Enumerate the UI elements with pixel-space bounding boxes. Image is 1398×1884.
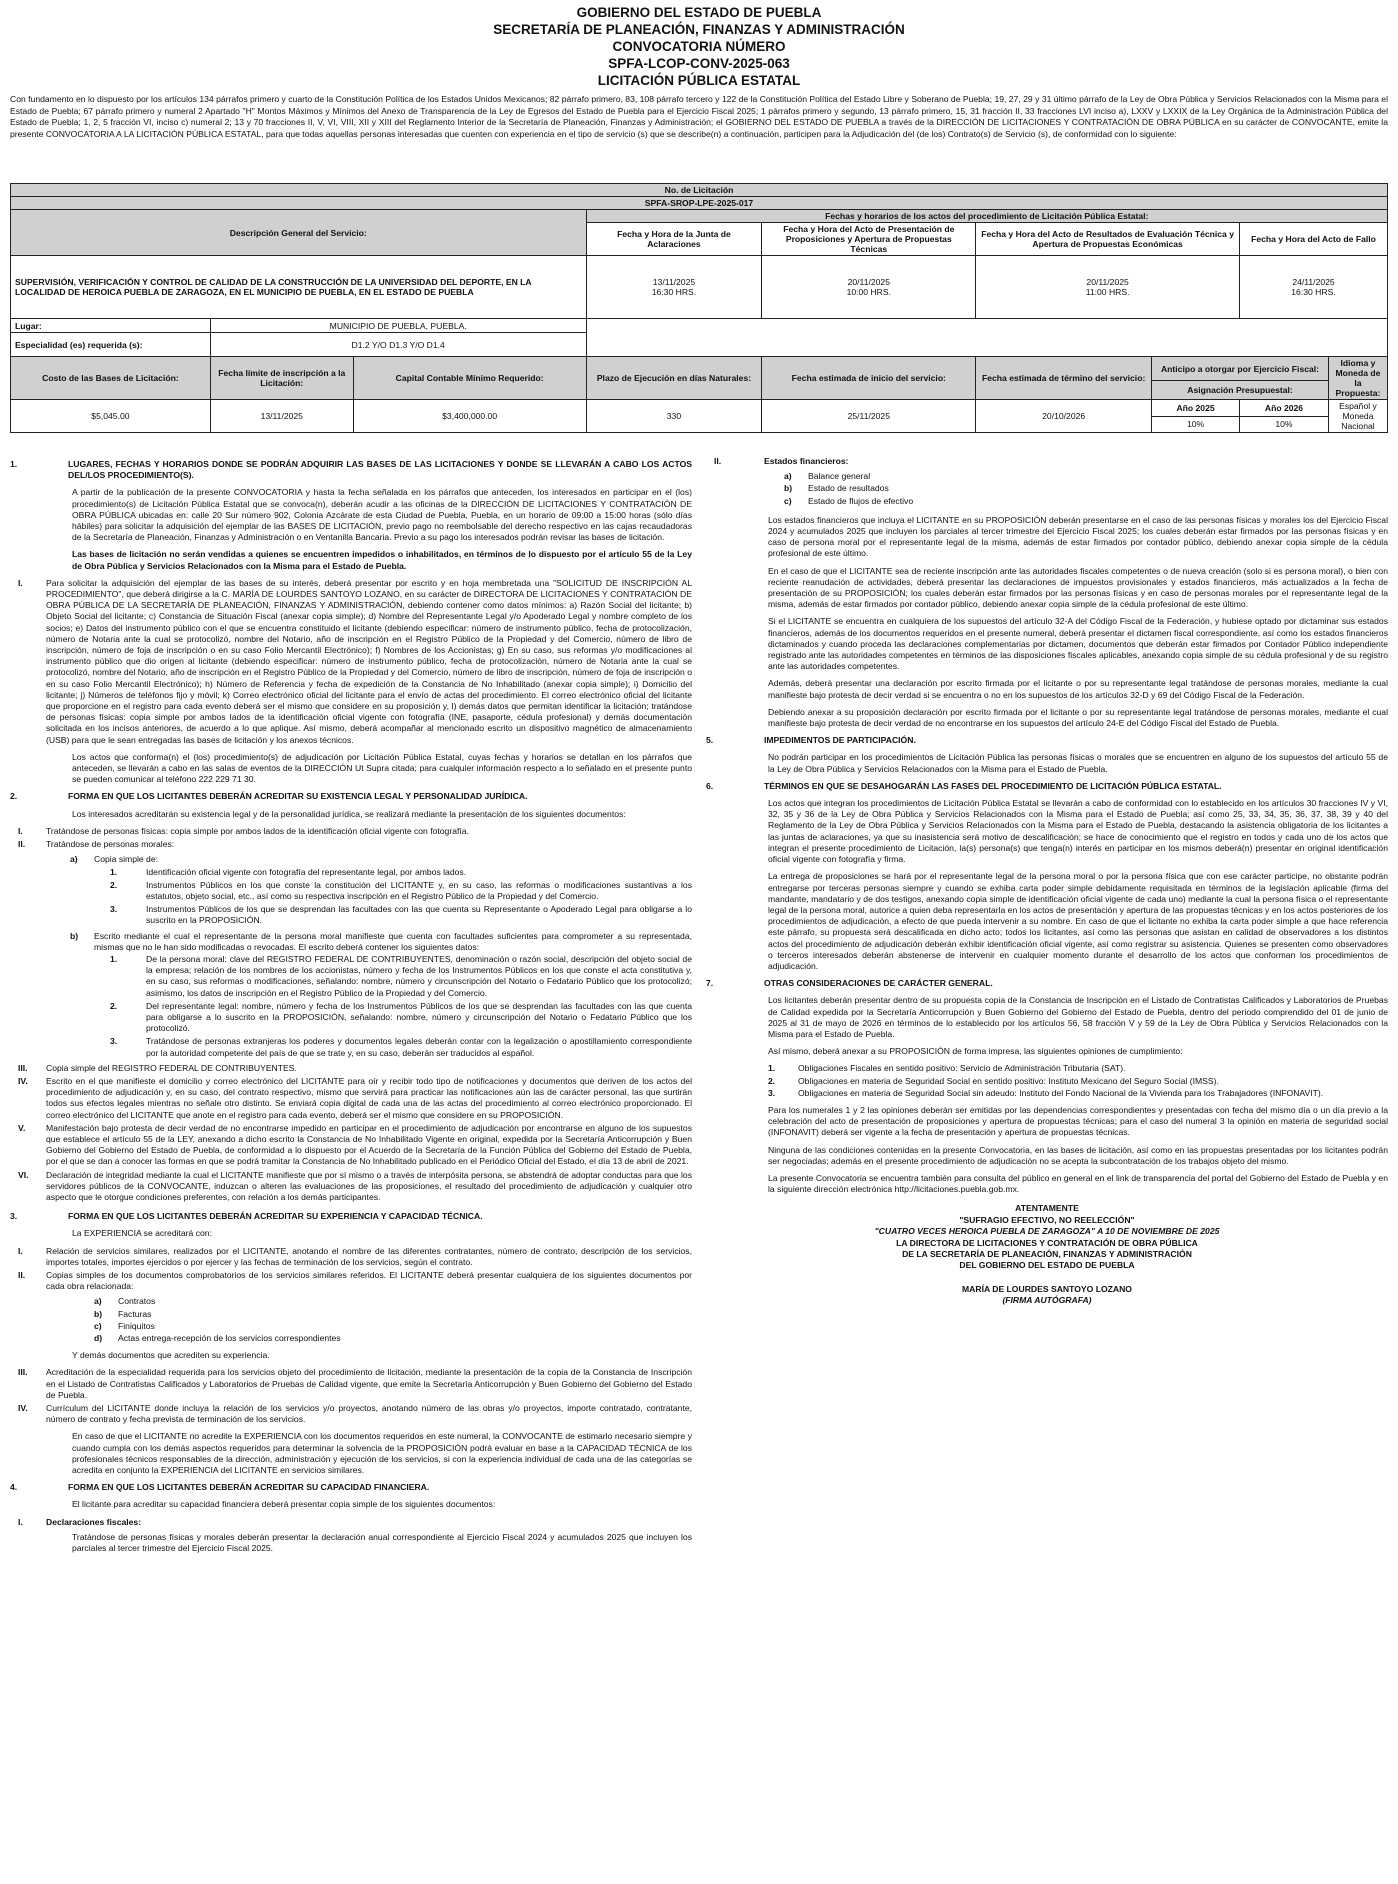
list-item: II. Copias simples de los documentos comprobatorios de los servicios similares referidos. El LICITANTE deberá presentar cualquiera de los siguientes documentos por cada obra relacionada:	[18, 1270, 692, 1292]
descripcion-servicio: SUPERVISIÓN, VERIFICACIÓN Y CONTROL DE CALIDAD DE LA CONSTRUCCIÓN DE LA UNIVERSIDAD DEL DEPORTE, EN LA LOCALIDAD DE HEROICA PUEBLA DE ZARAGOZA, EN EL MUNICIPIO DE PUEBLA, EN EL ESTADO DE PUEBLA	[11, 256, 587, 319]
document-header	[0, 4, 1398, 89]
anticipo-label: Anticipo a otorgar por Ejercicio Fiscal:	[1152, 357, 1329, 381]
lugar-label: Lugar:	[11, 319, 211, 333]
asignacion-label: Asignación Presupuestal:	[1152, 381, 1329, 400]
resultados-fecha: 20/11/2025 11:00 HRS.	[976, 256, 1240, 319]
paragraph: Ninguna de las condiciones contenidas en la presente Convocatoria, en las bases de licitación, así como en las propuestas presentadas por los licitantes podrán ser negociadas; además en el presente procedimiento de adjudicación no se acepta la subcontratación de los trabajos objeto del mismo.	[768, 1144, 1388, 1166]
header-line: GOBIERNO DEL ESTADO DE PUEBLA	[576, 5, 822, 20]
paragraph: A partir de la publicación de la presente CONVOCATORIA y hasta la fecha señalada en los párrafos que anteceden, los interesados en participar en el (los) procedimiento(s) de Licitación Pública Estatal que se convoca(n), deberán acudir a las oficinas de la DIRECCIÓN DE LICITACIONES Y CONTRATACIÓN DE OBRA PÚBLICA ubicadas en: calle 20 Sur número 902, Colonia Azcárate de esta Ciudad de Puebla, Puebla, en un horario de 09:00 a 15:00 horas (sólo días hábiles) para solicitar la adquisición del ejemplar de las BASES DE LICITACIÓN, previo pago no reembolsable del derecho respectivo en las cajas recaudadoras de la Secretaría de Planeación, Finanzas y Administración o en Ventanilla Bancaria. Previo a su pago los interesados podrán revisar las bases de licitación.	[72, 487, 692, 543]
signature-line: ATENTAMENTE	[1015, 1203, 1079, 1214]
costo-value: $5,045.00	[11, 400, 211, 433]
paragraph: Para los numerales 1 y 2 las opiniones deberán ser emitidas por las dependencias correspondientes y presentadas con fecha del mismo día o un día previo a la celebración del acto de presentación de proposiciones y apertura de propuestas técnicas; para el caso del numeral 3 la opinión en materia de seguridad social (INFONAVIT) deberá ser vigente a la fecha de presentación y apertura de propuestas técnicas.	[768, 1104, 1388, 1138]
limite-label: Fecha límite de inscripción a la Licitación:	[210, 357, 353, 400]
list-item: I. Declaraciones fiscales:	[18, 1516, 142, 1527]
list-item: I. Para solicitar la adquisición del ejemplar de las bases de su interés, deberá presentar por escrito y en hoja membretada una "SOLICITUD DE INSCRIPCIÓN AL PROCEDIMIENTO", que deberá dirigirse a la C. MARÍA DE LOURDES SANTOYO LOZANO, en su carácter de DIRECTORA DE LICITACIONES Y CONTRATACIÓN DE OBRA PÚBLICA DE LA SECRETARÍA DE PLANEACIÓN, FINANZAS Y ADMINISTRACIÓN, debiendo contener como datos mínimos: a) Razón Social del licitante; b) Objeto Social del licitante; c) Constancia de Situación Fiscal (anexar copia simple); d) Nombre del Representante Legal y/o Apoderado Legal y nombre completo de los socios; e) Datos del instrumento público con el que se encuentra constituido el licitante (debiendo especificar: número de instrumento público, fecha de protocolización, número de Notaria ante la cual se protocolizó, nombre del Notario, año de inscripción en el Registro Público de la Propiedad y del Comercio, número de libro de inscripción, número de foja de inscripción o en su caso Folio Mercantil Electrónico); f) Nombres de los Accionistas; g) En su caso, sus reformas y/o modificaciones al instrumento público que dio origen al licitante (debiendo especificar: número de instrumento público, fecha de protocolización, número de Notaria ante la cual se protocolizó, nombre del Notario, año de inscripción en el Registro Público de la Propiedad y del Comercio, número de libro de inscripción, número de foja de inscripción o en su caso Folio Mercantil Electrónico); h) Número de Referencia y fecha de expedición de la Constancia de No Inhabilitado (anexar copia simple); i) Domicilio del licitante; j) Números de teléfonos fijo y móvil; k) Correo electrónico oficial del licitante para el envío de actas del procedimiento. El correo electrónico oficial del licitante que proporcione en el registro para cada evento deberá ser el mismo que considere en su proposición y, l) demás datos que permitan identificar la licitación; tratándose de personas físicas: copia simple por ambos lados de la identificación oficial vigente con fotografía (INE, pasaporte, cédula profesional) y demás documentación solicitada en los incisos anteriores, de acuerdo a lo que aplique. Así mismo, deberá acompañar al mencionado escrito un dispositivo magnético de almacenamiento (USB) para que le sean entregadas las bases de licitación y los anexos técnicos.	[18, 577, 692, 745]
list-item: V. Manifestación bajo protesta de decir verdad de no encontrarse impedido en participar en el procedimiento de adjudicación por encontrarse en alguno de los supuestos que establece el artículo 55 de la LEY, anexando a dicho escrito la Constancia de No Inhabilitado Vigente en original, expedida por la Secretaría Anticorrupción y Buen Gobierno del Gobierno del Estado de Puebla, de conformidad a lo dispuesto por el Acuerdo de la Secretaría de la Función Pública del Gobierno del Estado de Puebla, por el que se dan a conocer las formas en que se podrá tramitar la Constancia de No Inhabilitado publicado en el Periódico Oficial del Estado, el día 13 de abril de 2021.	[18, 1122, 692, 1167]
fallo-fecha: 24/11/2025 16:30 HRS.	[1240, 256, 1388, 319]
intro-paragraph: Con fundamento en lo dispuesto por los artículos 134 párrafos primero y cuarto de la Constitución Política de los Estados Unidos Mexicanos; 82 párrafo primero, 83, 108 párrafo tercero y 122 de la Constitución Política del Estado Libre y Soberano de Puebla; 19, 27, 29 y 31 último párrafo de la Ley de Obra Pública y Servicios Relacionados con la Misma para el Estado de Puebla; 67 párrafo primero y numeral 2 Apartado "H" Montos Máximos y Mínimos del Anexo de Transparencia de la Ley de Egresos del Estado de Puebla para el Ejercicio Fiscal 2025; 1 párrafos primero y segundo, 13 párrafo primero, 15, 31 fracción II, 33 fracciones LVI inciso a), LXXV y LXXIX de la Ley Orgánica de la Administración Pública del Estado de Puebla; 1, 2, 5 fracción VI, inciso c) numeral 2; 13 y 70 fracciones II, V, VI, VIII, XII y XIII del Reglamento Interior de la Secretaría de Planeación, Finanzas y Administración; el GOBIERNO DEL ESTADO DE PUEBLA a través de la DIRECCIÓN DE LICITACIONES Y CONTRATACIÓN DE OBRA PÚBLICA en su carácter de CONVOCANTE, emite la presente CONVOCATORIA A LA LICITACIÓN PÚBLICA ESTATAL, para que todas aquellas personas interesadas que cuenten con experiencia en el tipo de servicio (s) que se describe(n) a continuación, participen para la Adjudicación del (de los) Contrato(s) de Servicio (s), de conformidad con lo siguiente:	[10, 94, 1388, 139]
signature-line: DE LA SECRETARÍA DE PLANEACIÓN, FINANZAS Y ADMINISTRACIÓN	[902, 1249, 1192, 1259]
section-3-heading: 3. FORMA EN QUE LOS LICITANTES DEBERÁN ACREDITAR SU EXPERIENCIA Y CAPACIDAD TÉCNICA.	[10, 1211, 483, 1222]
list-item: III. Copia simple del REGISTRO FEDERAL DE CONTRIBUYENTES.	[18, 1062, 297, 1073]
list-item: a) Balance general	[784, 471, 871, 482]
list-item: 1. Identificación oficial vigente con fotografía del representante legal, por ambos lados.	[110, 866, 467, 877]
paragraph: Los actos que conforma(n) el (los) procedimiento(s) de adjudicación por Licitación Pública Estatal, cuyas fechas y horarios se detallan en los párrafos que anteceden, se llevarán a cabo en las salas de eventos de la DIRECCIÓN Ut Supra citada; para cualquier información respecto a lo señalado en el presente punto se pueden comunicar al teléfono 222 229 71 30.	[72, 751, 692, 785]
list-item: 2. Instrumentos Públicos en los que conste la constitución del LICITANTE y, en su caso, las reformas o modificaciones sustantivas a los estatutos, objeto social, etc., así como su respectiva inscripción en el Registro Público de la Propiedad y del Comercio.	[110, 879, 692, 901]
paragraph: Debiendo anexar a su proposición declaración por escrito firmada por el licitante o por su representante legal tratándose de personas morales, mediante el cual manifieste bajo protesta de decir verdad de no encontrarse en los supuestos del artículo 24-E del Código Fiscal del Estado de Puebla.	[768, 706, 1388, 729]
inicio-value: 25/11/2025	[762, 400, 976, 433]
especialidad-value: D1.2 Y/O D1.3 Y/O D1.4	[210, 333, 586, 357]
signature-line: DEL GOBIERNO DEL ESTADO DE PUEBLA	[959, 1260, 1135, 1271]
lugar-value: MUNICIPIO DE PUEBLA, PUEBLA.	[210, 319, 586, 333]
anio-2026-value: 10%	[1240, 416, 1329, 433]
list-item: b) Escrito mediante el cual el representante de la persona moral manifieste que cuenta con facultades suficientes para comprometer a su representada, mismas que no le han sido modificadas o revocadas. El escrito deberá contener los siguientes datos:	[70, 930, 692, 952]
list-item: 1. De la persona moral: clave del REGISTRO FEDERAL DE CONTRIBUYENTES, denominación o razón social, descripción del objeto social de la empresa; relación de los nombres de los accionistas, número y fecha de los Instrumentos Públicos en los que conste el acta constitutiva y, en su caso, sus reformas o modificaciones, señalando: nombre, número y circunscripción del Notario o Fedatario Público que los protocolizó; asimismo, los datos de inscripción en el Registro Público de la Propiedad y del Comercio.	[110, 953, 692, 998]
fallo-label: Fecha y Hora del Acto de Fallo	[1240, 223, 1388, 256]
no-licitacion-value: SPFA-SROP-LPE-2025-017	[11, 197, 1388, 210]
list-item: a) Contratos	[94, 1296, 156, 1307]
paragraph: No podrán participar en los procedimientos de Licitación Pública las personas físicas o morales que se encuentren en alguno de los supuestos del artículo 55 de la Ley de Obra Pública y Servicios Relacionados con la Misma para el Estado de Puebla.	[768, 752, 1388, 774]
section-1-heading: 1. LUGARES, FECHAS Y HORARIOS DONDE SE PODRÁN ADQUIRIR LAS BASES DE LAS LICITACIONES Y DONDE SE LLEVARÁN A CABO LOS ACTOS DEL/LOS PROCEDIMIENTO(S).	[10, 459, 692, 481]
list-item: 3. Obligaciones en materia de Seguridad Social sin adeudo: Instituto del Fondo Nacional de la Vivienda para los Trabajadores (INFONAVIT).	[768, 1087, 1324, 1098]
right-column	[706, 456, 1388, 1307]
paragraph: Si el LICITANTE se encuentra en cualquiera de los supuestos del artículo 32-A del Código Fiscal de la Federación, y hubiese optado por dictaminar sus estados financieros, además de los documentos requeridos en el presente numeral, deberá presentar el dictamen fiscal correspondiente, así como los estados financieros dictaminados y cuando proceda las declaraciones complementarias por dictamen, documentos que deberán estar firmados por Contador Público independiente registrado ante las autoridades competentes en términos de las disposiciones fiscales aplicables, anexando copia simple de su cédula profesional y de su registro ante las autoridades competentes.	[768, 616, 1388, 672]
section-2-heading: 2. FORMA EN QUE LOS LICITANTES DEBERÁN ACREDITAR SU EXISTENCIA LEGAL Y PERSONALIDAD JURÍDICA.	[10, 791, 528, 802]
list-item: b) Estado de resultados	[784, 483, 889, 494]
list-item: IV. Currículum del LICITANTE donde incluya la relación de los servicios y/o proyectos, anotando número de las obras y/o proyectos, importe contratado, contratante, número de contrato y fecha prevista de terminación de los servicios.	[18, 1403, 692, 1425]
section-4-heading: 4. FORMA EN QUE LOS LICITANTES DEBERÁN ACREDITAR SU CAPACIDAD FINANCIERA.	[10, 1482, 430, 1493]
list-item: c) Finiquitos	[94, 1320, 155, 1331]
paragraph: La presente Convocatoria se encuentra también para consulta del público en general en el link de transparencia del portal del Gobierno del Estado de Puebla y en la siguiente dirección electrónica http://licitaciones.puebla.gob.mx.	[768, 1172, 1388, 1195]
anio-2026-label: Año 2026	[1240, 400, 1329, 417]
especialidad-label: Especialidad (es) requerida (s):	[11, 333, 211, 357]
header-line: SPFA-LCOP-CONV-2025-063	[608, 56, 790, 71]
signature-name: MARÍA DE LOURDES SANTOYO LOZANO	[962, 1283, 1132, 1294]
signature-line: "SUFRAGIO EFECTIVO, NO REELECCIÓN"	[959, 1214, 1135, 1225]
anio-2025-label: Año 2025	[1152, 400, 1240, 417]
anio-2025-value: 10%	[1152, 416, 1240, 433]
paragraph: La EXPERIENCIA se acreditará con:	[72, 1228, 212, 1239]
left-column	[10, 456, 692, 1560]
list-item: c) Estado de flujos de efectivo	[784, 495, 914, 506]
section-5-heading: 5. IMPEDIMENTOS DE PARTICIPACIÓN.	[706, 735, 916, 746]
capital-value: $3,400,000.00	[353, 400, 586, 433]
list-item: 2. Obligaciones en materia de Seguridad Social en sentido positivo: Instituto Mexicano del Seguro Social (IMSS).	[768, 1075, 1219, 1086]
paragraph: En caso de que el LICITANTE no acredite la EXPERIENCIA con los documentos requeridos en este numeral, la CONVOCANTE de estimarlo necesario siempre y cuando cumpla con los demás aspectos requeridos para determinar la solvencia de la PROPOSICIÓN podrá evaluar en base a la CAPACIDAD TÉCNICA de los profesionales técnicos responsables de la dirección, administración y ejecución de los servicios, si con la experiencia individual de cada una de las categorías se acredita en conjunto la EXPERIENCIA del LICITANTE en servicios similares.	[72, 1431, 692, 1476]
signature-line: LA DIRECTORA DE LICITACIONES Y CONTRATACIÓN DE OBRA PÚBLICA	[896, 1237, 1198, 1248]
list-item: VI. Declaración de integridad mediante la cual el LICITANTE manifieste que por sí mismo o a través de interpósita persona, se abstendrá de adoptar conductas para que los servidores públicos de la CONVOCANTE, induzcan o alteren las evaluaciones de las proposiciones, el resultado del procedimiento de adjudicación y cualquier otro aspecto que le otorgue condiciones preferentes, con relación a los demás participantes.	[18, 1169, 692, 1202]
idioma-label: Idioma y Moneda de la Propuesta:	[1328, 357, 1387, 400]
junta-fecha: 13/11/2025 16:30 HRS.	[586, 256, 762, 319]
costo-label: Costo de las Bases de Licitación:	[11, 357, 211, 400]
section-6-heading: 6. TÉRMINOS EN QUE SE DESAHOGARÁN LAS FASES DEL PROCEDIMIENTO DE LICITACIÓN PÚBLICA ESTATAL.	[706, 780, 1222, 791]
header-line: CONVOCATORIA NÚMERO	[612, 39, 786, 54]
resultados-label: Fecha y Hora del Acto de Resultados de Evaluación Técnica y Apertura de Propuestas Económicas	[976, 223, 1240, 256]
fechas-label: Fechas y horarios de los actos del procedimiento de Licitación Pública Estatal:	[586, 210, 1387, 223]
signature-block	[706, 1203, 1388, 1306]
capital-label: Capital Contable Mínimo Requerido:	[353, 357, 586, 400]
descripcion-label: Descripción General del Servicio:	[11, 210, 587, 256]
list-item: d) Actas entrega-recepción de los servicios correspondientes	[94, 1333, 341, 1344]
paragraph: Los estados financieros que incluya el LICITANTE en su PROPOSICIÓN deberán presentarse en el caso de las personas físicas y morales los del Ejercicio Fiscal 2024 y acumulados 2025 que incluyen los parciales al tercer trimestre del Ejercicio Fiscal 2025; los cuales deberán estar firmados por las personas físicas y en caso de persona moral por el representante legal de la misma, además de estar firmados por contador público, debiendo anexar copia simple de la cédula profesional de este último.	[768, 514, 1388, 559]
no-licitacion-label: No. de Licitación	[11, 184, 1388, 197]
list-item: II. Tratándose de personas morales:	[18, 839, 175, 850]
list-item: III. Acreditación de la especialidad requerida para los servicios objeto del procedimiento de licitación, mediante la presentación de la copia de la Constancia de Inscripción en el Listado de Contratistas Calificados y Laboratorios de Pruebas de Calidad vigente, que emite la Secretaría Anticorrupción y Buen Gobierno del Gobierno del Estado de Puebla.	[18, 1367, 692, 1400]
section-7-heading: 7. OTRAS CONSIDERACIONES DE CARÁCTER GENERAL.	[706, 978, 993, 989]
termino-value: 20/10/2026	[976, 400, 1152, 433]
header-line: SECRETARÍA DE PLANEACIÓN, FINANZAS Y ADMINISTRACIÓN	[493, 22, 905, 37]
termino-label: Fecha estimada de término del servicio:	[976, 357, 1152, 400]
paragraph: Los interesados acreditarán su existencia legal y de la personalidad jurídica, se realizará mediante la presentación de los siguientes documentos:	[72, 808, 626, 819]
presentacion-fecha: 20/11/2025 10:00 HRS.	[762, 256, 976, 319]
header-line: LICITACIÓN PÚBLICA ESTATAL	[597, 73, 801, 88]
paragraph: Las bases de licitación no serán vendidas a quienes se encuentren impedidos o inhabilitados, en términos de lo dispuesto por el artículo 55 de la Ley de Obra Pública y Servicios Relacionados con la Misma para el Estado de Puebla.	[72, 549, 692, 571]
list-item: b) Facturas	[94, 1308, 152, 1319]
signature-note: (FIRMA AUTÓGRAFA)	[1002, 1295, 1092, 1306]
list-item: 3. Tratándose de personas extranjeras los poderes y documentos legales deberán contar con la legalización o apostillamiento correspondiente por la autoridad competente del país de que se trate y, en su caso, deberán ser traducidos al español.	[110, 1036, 692, 1058]
list-item: I. Relación de servicios similares, realizados por el LICITANTE, anotando el nombre de las diferentes contratantes, número de contrato, descripción de los servicios, importes totales, importes ejercidos o por ejercer y las fechas de terminación de los servicios, según el contrato.	[18, 1245, 692, 1267]
list-item: 1. Obligaciones Fiscales en sentido positivo: Servicio de Administración Tributaria (SAT).	[768, 1063, 1126, 1074]
list-item: 3. Instrumentos Públicos de los que se desprendan las facultades con las que cuenta su Representante o Apoderado Legal para obligarse a lo suscrito en la PROPOSICIÓN.	[110, 904, 692, 926]
paragraph: El licitante para acreditar su capacidad financiera deberá presentar copia simple de los siguientes documentos:	[72, 1499, 496, 1510]
paragraph: En el caso de que el LICITANTE sea de reciente inscripción ante las autoridades fiscales competentes o de nueva creación (solo si es persona moral), o bien con reciente reanudación de actividades, deberá presentar las declaraciones de impuestos provisionales y estados financieros, más actualizados a la fecha de presentación de su PROPOSICIÓN; los cuales deberán estar firmados por las personas físicas y en caso de personas morales por el representante legal de la misma, además de estar firmados por contador público, debiendo anexar copia simple de la cédula profesional de este último.	[768, 565, 1388, 610]
idioma-value: Español y Moneda Nacional	[1328, 400, 1387, 433]
list-item: 2. Del representante legal: nombre, número y fecha de los Instrumentos Públicos de los que se desprendan las facultades con las que cuenta para obligarse a lo suscrito en la PROPOSICIÓN, señalando: nombre, número y circunscripción del Notario o Fedatario Público que los protocolizó.	[110, 1000, 692, 1034]
presentacion-label: Fecha y Hora del Acto de Presentación de Proposiciones y Apertura de Propuestas Técnicas	[762, 223, 976, 256]
list-item: I. Tratándose de personas físicas: copia simple por ambos lados de la identificación oficial vigente con fotografía.	[18, 825, 469, 836]
paragraph: Los actos que integran los procedimientos de Licitación Pública Estatal se llevarán a cabo de conformidad con lo establecido en los artículos 30 fracciones IV y VI, 32, 35 y 36 de la Ley de Obra Pública y Servicios Relacionados con la Misma para el Estado de Puebla; así como 25, 33, 34, 35, 36, 37, 38, 39 y 40 del Reglamento de la Ley de Obra Pública y Servicios Relacionados con la Misma para el Estado de Puebla, destacando la asistencia obligatoria de los licitantes a las juntas de aclaraciones, ya que su inasistencia será motivo de descalificación; se hace de conocimiento que el registro en todos y cada uno de los actos que integran el presente procedimiento de Licitación, la(s) persona(s) que tenga(n) interés en participar en los mismos deberá(n) presentar en original identificación oficial vigente con fotografía y firma.	[768, 798, 1388, 865]
inicio-label: Fecha estimada de inicio del servicio:	[762, 357, 976, 400]
paragraph: La entrega de proposiciones se hará por el representante legal de la persona moral o por la persona física que con ese carácter participe, no obstante podrán entregarse por terceras personas siempre y cuando se exhiba carta poder simple debidamente requisitada en términos de la legislación aplicable (firma del mandante, mandatario y de dos testigos, anexando copia simple de identificación oficial vigente de cada uno) mediante la cual la persona física o el representante legal de la persona moral, autorice a quien deba representarla en los actos de presentación y apertura de las propuestas técnicas y en los actos posteriores de los procedimientos de adjudicación, a efecto de que pueda intervenir a su nombre. En caso de que el licitante no exhiba la carta poder simple a que hace referencia este párrafo, su propuesta será descalificada en dicho acto; todos los licitantes, así como las personas que asistan en calidad de observadores a los distintos actos del procedimiento de adjudicación deberán exhibir identificación oficial vigente, así como registrar su asistencia. Quienes se presenten como observadores o terceros interesados deberán abstenerse de intervenir en cualquier momento durante el desarrollo de los actos que conforman los procedimientos de adjudicación.	[768, 871, 1388, 971]
paragraph: Además, deberá presentar una declaración por escrito firmada por el licitante o por su representante legal tratándose de personas morales, mediante la cual manifieste bajo protesta de decir verdad si se encuentra o no en los supuestos de los artículos 32-D y 69 del Código Fiscal de la Federación.	[768, 678, 1388, 700]
list-item: a) Copia simple de:	[70, 854, 159, 865]
paragraph: Así mismo, deberá anexar a su PROPOSICIÓN de forma impresa, las siguientes opiniones de cumplimiento:	[768, 1046, 1183, 1057]
licitacion-table	[10, 183, 1388, 433]
plazo-value: 330	[586, 400, 762, 433]
paragraph: Tratándose de personas físicas y morales deberán presentar la declaración anual correspondiente al Ejercicio Fiscal 2024 y acumulados 2025 que incluyen los parciales al tercer trimestre del Ejercicio Fiscal 2025.	[72, 1531, 692, 1554]
signature-line: "CUATRO VECES HEROICA PUEBLA DE ZARAGOZA" A 10 DE NOVIEMBRE DE 2025	[874, 1226, 1220, 1237]
junta-label: Fecha y Hora de la Junta de Aclaraciones	[586, 223, 762, 256]
list-item: II. Estados financieros:	[714, 456, 849, 466]
paragraph: Y demás documentos que acrediten su experiencia.	[72, 1350, 270, 1361]
limite-value: 13/11/2025	[210, 400, 353, 433]
empty-cell	[586, 333, 1387, 357]
list-item: IV. Escrito en el que manifieste el domicilio y correo electrónico del LICITANTE para oír y recibir todo tipo de notificaciones y documentos que deriven de los actos del procedimiento de adjudicación y, en su caso, del contrato respectivo, mismo que servirá para practicar las notificaciones aún las de carácter personal, las que surtirán todos sus efectos legales mientras no señale otro distinto. Se enviará copia digital de cada una de las actas del procedimiento al correo electrónico proporcionado. El correo electrónico del LICITANTE que anote en el registro para cada evento, deberá ser el mismo que considere en su PROPOSICIÓN.	[18, 1075, 692, 1120]
paragraph: Los licitantes deberán presentar dentro de su propuesta copia de la Constancia de Inscripción en el Listado de Contratistas Calificados y Laboratorios de Pruebas de Calidad expedida por la Secretaría Anticorrupción y Buen Gobierno del Gobierno del Estado de Puebla, dentro del periodo comprendido del 01 de junio de 2025 al 31 de mayo de 2026 en términos de lo establecido por los artículos 56, 58 fracción V y 59 de la Ley de Obra Pública y Servicios Relacionados con la Misma para el Estado de Puebla.	[768, 995, 1388, 1039]
plazo-label: Plazo de Ejecución en días Naturales:	[586, 357, 762, 400]
empty-cell	[586, 319, 1387, 333]
